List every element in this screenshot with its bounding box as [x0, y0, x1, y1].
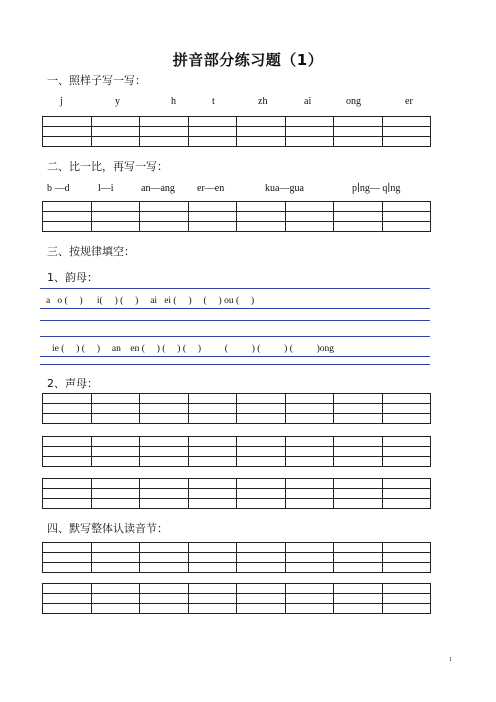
grid-cell	[382, 137, 431, 147]
grid-cell	[43, 414, 92, 424]
grid-cell	[334, 127, 383, 137]
grid-cell	[188, 137, 237, 147]
grid-cell	[188, 594, 237, 604]
grid-cell	[188, 212, 237, 222]
grid-cell	[188, 127, 237, 137]
grid-cell	[382, 604, 431, 614]
grid-cell	[334, 222, 383, 232]
grid-cell	[140, 222, 189, 232]
grid-cell	[140, 394, 189, 404]
grid-cell	[188, 202, 237, 212]
writing-grid	[42, 393, 431, 424]
guide-line	[40, 320, 430, 321]
grid-cell	[334, 212, 383, 222]
grid-cell	[43, 447, 92, 457]
letter: h	[171, 96, 176, 107]
grid-cell	[237, 457, 286, 467]
grid-cell	[285, 553, 334, 563]
compare-pair: er—en	[197, 183, 225, 194]
grid-cell	[237, 137, 286, 147]
grid-row	[43, 202, 431, 212]
grid-row	[43, 137, 431, 147]
grid-cell	[382, 437, 431, 447]
grid-cell	[188, 117, 237, 127]
compare-pair: p∣ng— q∣ng	[352, 183, 401, 194]
grid-cell	[43, 202, 92, 212]
guide-line	[40, 288, 430, 289]
compare-pair: an—ang	[141, 183, 175, 194]
grid-cell	[285, 212, 334, 222]
section-2-heading: 二、比一比，再写一写：	[47, 160, 168, 173]
grid-cell	[285, 414, 334, 424]
grid-cell	[237, 212, 286, 222]
grid-cell	[285, 604, 334, 614]
writing-grid	[42, 478, 431, 509]
grid-cell	[382, 127, 431, 137]
grid-cell	[43, 563, 92, 573]
grid-cell	[140, 447, 189, 457]
grid-cell	[140, 604, 189, 614]
writing-grid	[42, 116, 431, 147]
grid-cell	[91, 543, 140, 553]
grid-cell	[237, 479, 286, 489]
grid-cell	[237, 594, 286, 604]
grid-cell	[285, 137, 334, 147]
grid-row	[43, 553, 431, 563]
grid-cell	[285, 499, 334, 509]
grid-row	[43, 222, 431, 232]
guide-line	[40, 308, 430, 309]
grid-cell	[188, 414, 237, 424]
grid-cell	[334, 404, 383, 414]
grid-cell	[91, 222, 140, 232]
grid-cell	[334, 563, 383, 573]
grid-cell	[382, 457, 431, 467]
grid-cell	[91, 457, 140, 467]
grid-cell	[237, 489, 286, 499]
grid-cell	[382, 563, 431, 573]
grid-cell	[237, 543, 286, 553]
grid-cell	[334, 499, 383, 509]
grid-row	[43, 437, 431, 447]
grid-row	[43, 394, 431, 404]
grid-cell	[188, 563, 237, 573]
letter: y	[115, 96, 120, 107]
grid-cell	[91, 499, 140, 509]
grid-cell	[188, 499, 237, 509]
grid-cell	[43, 489, 92, 499]
grid-cell	[334, 553, 383, 563]
grid-cell	[285, 543, 334, 553]
letter: zh	[258, 96, 268, 107]
grid-cell	[382, 404, 431, 414]
grid-row	[43, 563, 431, 573]
grid-cell	[140, 212, 189, 222]
grid-cell	[285, 594, 334, 604]
grid-row	[43, 404, 431, 414]
grid-cell	[188, 584, 237, 594]
writing-grid	[42, 542, 431, 573]
compare-row	[40, 183, 432, 197]
grid-cell	[91, 117, 140, 127]
grid-cell	[382, 222, 431, 232]
grid-cell	[237, 202, 286, 212]
grid-cell	[382, 594, 431, 604]
grid-cell	[140, 584, 189, 594]
grid-cell	[140, 457, 189, 467]
grid-cell	[43, 137, 92, 147]
grid-cell	[140, 127, 189, 137]
grid-cell	[188, 447, 237, 457]
grid-row	[43, 489, 431, 499]
grid-cell	[334, 604, 383, 614]
grid-cell	[334, 479, 383, 489]
grid-cell	[334, 447, 383, 457]
grid-cell	[140, 489, 189, 499]
finals-fill-line-1: a o ( ) i( ) ( ) ai ei ( ) ( ) ou ( )	[46, 296, 255, 306]
grid-cell	[140, 202, 189, 212]
grid-cell	[91, 212, 140, 222]
compare-pair: b —d	[47, 183, 70, 194]
grid-row	[43, 479, 431, 489]
grid-row	[43, 584, 431, 594]
grid-cell	[285, 127, 334, 137]
grid-cell	[140, 404, 189, 414]
letter: er	[405, 96, 413, 107]
grid-cell	[43, 117, 92, 127]
grid-cell	[334, 414, 383, 424]
grid-row	[43, 127, 431, 137]
grid-cell	[188, 222, 237, 232]
grid-cell	[140, 479, 189, 489]
grid-cell	[188, 543, 237, 553]
grid-cell	[43, 394, 92, 404]
grid-cell	[140, 563, 189, 573]
grid-cell	[91, 594, 140, 604]
grid-cell	[285, 563, 334, 573]
grid-cell	[285, 457, 334, 467]
grid-cell	[334, 489, 383, 499]
grid-cell	[382, 553, 431, 563]
grid-cell	[237, 604, 286, 614]
grid-cell	[237, 394, 286, 404]
grid-cell	[91, 394, 140, 404]
grid-cell	[188, 394, 237, 404]
finals-fill-line-2: ie ( ) ( ) an en ( ) ( ) ( ) ( ) ( ) ( )ong	[52, 344, 335, 354]
grid-row	[43, 594, 431, 604]
grid-cell	[188, 604, 237, 614]
guide-line	[40, 356, 430, 357]
grid-cell	[285, 584, 334, 594]
grid-cell	[91, 414, 140, 424]
letter: ong	[346, 96, 361, 107]
section-1-heading: 一、照样子写一写：	[47, 74, 146, 87]
grid-cell	[91, 604, 140, 614]
grid-cell	[382, 489, 431, 499]
grid-row	[43, 447, 431, 457]
grid-cell	[140, 553, 189, 563]
grid-cell	[43, 127, 92, 137]
grid-cell	[382, 447, 431, 457]
grid-cell	[237, 553, 286, 563]
grid-row	[43, 117, 431, 127]
grid-row	[43, 457, 431, 467]
grid-cell	[237, 437, 286, 447]
letter: t	[212, 96, 215, 107]
grid-cell	[285, 479, 334, 489]
grid-cell	[237, 117, 286, 127]
page-title: 拼音部分练习题（1）	[172, 51, 324, 69]
grid-cell	[382, 212, 431, 222]
grid-cell	[43, 543, 92, 553]
grid-cell	[188, 437, 237, 447]
grid-cell	[43, 404, 92, 414]
grid-cell	[285, 222, 334, 232]
grid-cell	[43, 604, 92, 614]
grid-cell	[334, 457, 383, 467]
grid-cell	[188, 553, 237, 563]
grid-cell	[285, 489, 334, 499]
grid-cell	[140, 594, 189, 604]
grid-cell	[43, 594, 92, 604]
grid-cell	[188, 404, 237, 414]
grid-cell	[140, 117, 189, 127]
grid-cell	[237, 499, 286, 509]
guide-line	[40, 364, 430, 365]
grid-cell	[237, 447, 286, 457]
grid-cell	[91, 137, 140, 147]
grid-cell	[382, 479, 431, 489]
section-3-heading: 三、按规律填空：	[47, 245, 135, 258]
grid-cell	[382, 202, 431, 212]
letter: ai	[304, 96, 312, 107]
grid-cell	[91, 437, 140, 447]
finals-subheading: 1、韵母：	[47, 271, 98, 284]
grid-cell	[43, 584, 92, 594]
grid-cell	[43, 437, 92, 447]
grid-cell	[334, 584, 383, 594]
grid-cell	[285, 394, 334, 404]
grid-cell	[43, 222, 92, 232]
grid-cell	[285, 404, 334, 414]
grid-row	[43, 414, 431, 424]
grid-row	[43, 212, 431, 222]
grid-cell	[382, 394, 431, 404]
grid-cell	[91, 404, 140, 414]
writing-grid	[42, 436, 431, 467]
grid-cell	[91, 479, 140, 489]
grid-cell	[334, 117, 383, 127]
grid-cell	[43, 499, 92, 509]
grid-cell	[140, 543, 189, 553]
writing-grid	[42, 583, 431, 614]
grid-cell	[43, 212, 92, 222]
grid-cell	[285, 437, 334, 447]
grid-cell	[140, 499, 189, 509]
grid-cell	[237, 563, 286, 573]
grid-cell	[43, 479, 92, 489]
grid-cell	[382, 584, 431, 594]
grid-cell	[43, 553, 92, 563]
letters-row	[40, 96, 432, 110]
grid-cell	[382, 414, 431, 424]
grid-cell	[91, 127, 140, 137]
grid-cell	[91, 489, 140, 499]
grid-cell	[334, 394, 383, 404]
guide-line	[40, 336, 430, 337]
grid-cell	[237, 404, 286, 414]
writing-grid	[42, 201, 431, 232]
grid-row	[43, 499, 431, 509]
grid-cell	[382, 499, 431, 509]
grid-cell	[334, 543, 383, 553]
grid-cell	[334, 594, 383, 604]
compare-pair: kua—gua	[265, 183, 304, 194]
grid-cell	[91, 553, 140, 563]
grid-cell	[188, 479, 237, 489]
grid-row	[43, 604, 431, 614]
page-number: 1	[449, 657, 452, 663]
initials-subheading: 2、声母：	[47, 377, 98, 390]
letter: j	[60, 96, 63, 107]
grid-cell	[237, 127, 286, 137]
compare-pair: l—i	[98, 183, 114, 194]
grid-cell	[43, 457, 92, 467]
grid-cell	[91, 447, 140, 457]
grid-cell	[140, 414, 189, 424]
grid-cell	[188, 489, 237, 499]
section-4-heading: 四、默写整体认读音节：	[47, 522, 168, 535]
grid-cell	[334, 202, 383, 212]
grid-cell	[91, 563, 140, 573]
grid-cell	[334, 437, 383, 447]
grid-cell	[91, 202, 140, 212]
grid-cell	[285, 117, 334, 127]
grid-cell	[140, 437, 189, 447]
grid-cell	[285, 447, 334, 457]
grid-cell	[188, 457, 237, 467]
grid-cell	[237, 222, 286, 232]
grid-row	[43, 543, 431, 553]
grid-cell	[237, 414, 286, 424]
grid-cell	[237, 584, 286, 594]
grid-cell	[285, 202, 334, 212]
grid-cell	[382, 543, 431, 553]
grid-cell	[334, 137, 383, 147]
grid-cell	[140, 137, 189, 147]
grid-cell	[91, 584, 140, 594]
grid-cell	[382, 117, 431, 127]
